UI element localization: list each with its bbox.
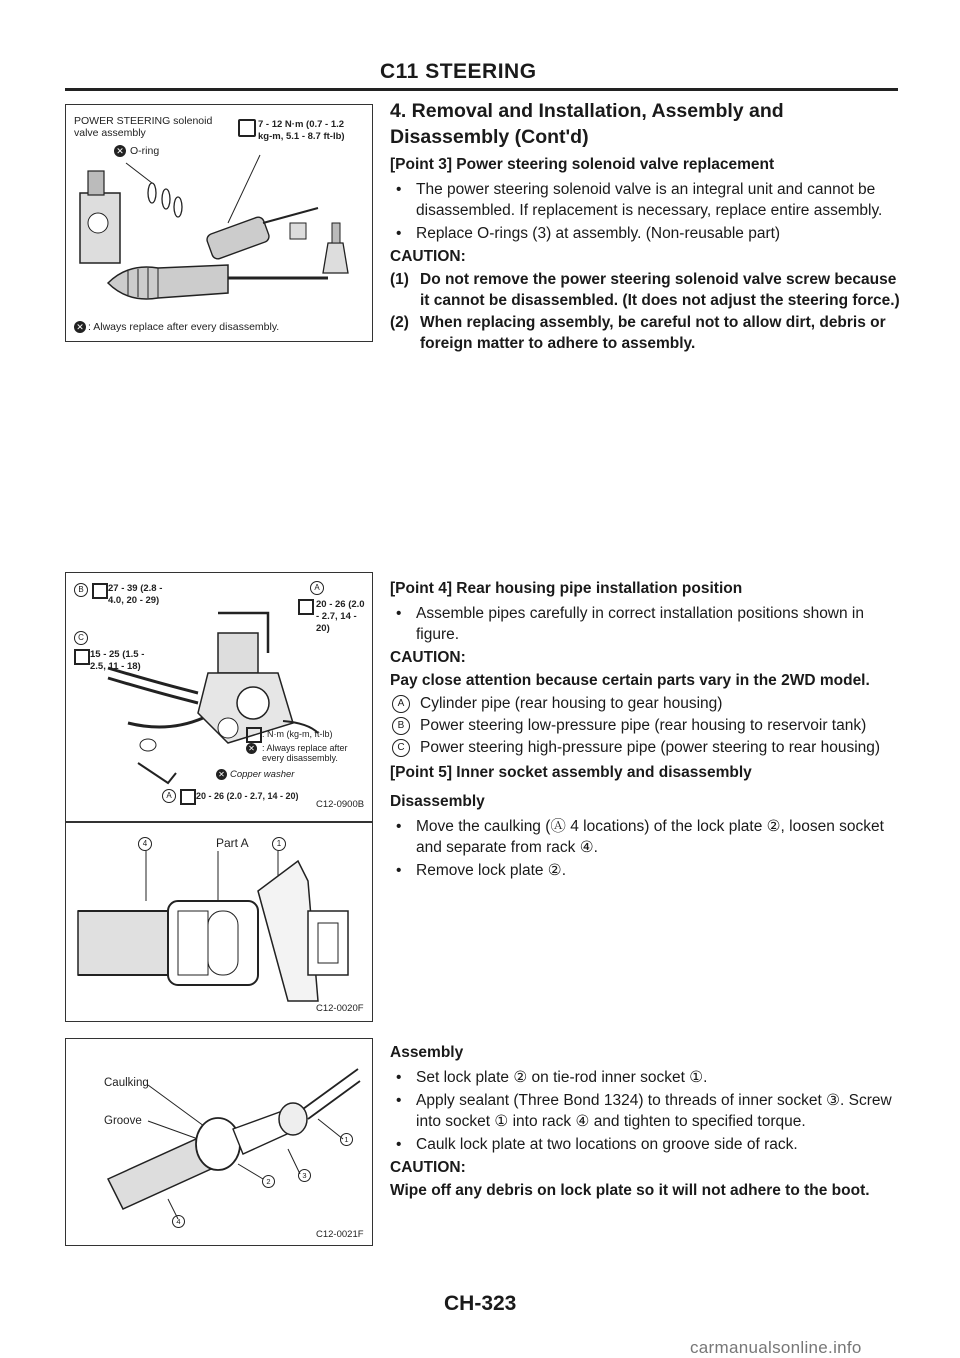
header-rule bbox=[65, 88, 898, 91]
caution-text: When replacing assembly, be careful not to allow dirt, debris or foreign matter to adhere to assembly. bbox=[420, 314, 886, 352]
point4-caution-label: CAUTION: bbox=[390, 649, 466, 666]
point3-bullet: • The power steering solenoid valve is an integral unit and cannot be disassembled. If replacement is necessary, replace entire assembly. bbox=[390, 179, 902, 221]
disassembly-bullet: • Move the caulking (Ⓐ 4 locations) of the lock plate ②, loosen socket and separate from rack ④. bbox=[390, 816, 902, 858]
pipe-item-text: Cylinder pipe (rear housing to gear housing) bbox=[420, 695, 723, 712]
point3-caution-item bbox=[390, 312, 902, 354]
fig2-legend-unit: : N·m (kg-m, ft-lb) bbox=[262, 729, 333, 739]
caution-text: Do not remove the power steering solenoid valve screw because it cannot be disassembled. (It does not adjust the steering force.) bbox=[420, 271, 900, 309]
point4-caution-text: Pay close attention because certain parts vary in the 2WD model. bbox=[390, 672, 870, 689]
assembly-caution-text: Wipe off any debris on lock plate so it will not adhere to the boot. bbox=[390, 1182, 870, 1199]
fig1-torque-label: 7 - 12 N·m (0.7 - 1.2 kg-m, 5.1 - 8.7 ft-lb) bbox=[258, 119, 345, 142]
fig3-part-a-label: Part A bbox=[216, 836, 249, 850]
point3-section bbox=[390, 98, 902, 355]
assembly-caution-label: CAUTION: bbox=[390, 1159, 466, 1176]
replace-symbol-icon: ✕ bbox=[216, 769, 227, 780]
rear-housing-drawing bbox=[68, 593, 368, 793]
fig1-oring-label: O-ring bbox=[130, 145, 160, 157]
fig4-groove-label: Groove bbox=[104, 1115, 142, 1127]
fig4-caulking-label: Caulking bbox=[104, 1077, 149, 1089]
point3-bullet: • Replace O-rings (3) at assembly. (Non-reusable part) bbox=[390, 223, 902, 244]
fig2-torque-c: 15 - 25 (1.5 - 2.5, 11 - 18) bbox=[90, 649, 145, 672]
page-header-title: C11 STEERING bbox=[380, 60, 537, 83]
replace-symbol-icon: ✕ bbox=[74, 321, 86, 333]
fig1-valve-label: POWER STEERING solenoid valve assembly bbox=[74, 115, 213, 139]
figure-rear-housing-pipes bbox=[65, 572, 373, 822]
caution-number: (2) bbox=[390, 314, 409, 331]
fig2-code: C12-0900B bbox=[316, 799, 365, 810]
pipe-item-text: Power steering high-pressure pipe (power steering to rear housing) bbox=[420, 739, 881, 756]
section-title: 4. Removal and Installation, Assembly and Disassembly (Cont'd) bbox=[390, 100, 784, 148]
fig2-copper-label: Copper washer bbox=[230, 769, 295, 780]
item-1-circle: 1 bbox=[272, 837, 286, 851]
page-number: CH-323 bbox=[444, 1292, 517, 1315]
mark-a-circle: A bbox=[392, 695, 410, 713]
disassembly-bullet: • Remove lock plate ②. bbox=[390, 860, 902, 881]
fig3-code: C12-0020F bbox=[316, 1003, 364, 1014]
pipe-item-c bbox=[390, 737, 902, 758]
torque-wrench-icon bbox=[180, 789, 196, 805]
point4-section bbox=[390, 576, 902, 883]
item-3-circle: 3 bbox=[298, 1169, 311, 1182]
assembly-bullet: • Caulk lock plate at two locations on groove side of rack. bbox=[390, 1134, 902, 1155]
point3-caution-label: CAUTION: bbox=[390, 248, 466, 265]
pipe-item-text: Power steering low-pressure pipe (rear housing to reservoir tank) bbox=[420, 717, 867, 734]
point5-heading: [Point 5] Inner socket assembly and disassembly bbox=[390, 764, 752, 781]
item-2-circle: 2 bbox=[262, 1175, 275, 1188]
assembly-title: Assembly bbox=[390, 1044, 464, 1061]
torque-wrench-icon bbox=[246, 727, 262, 743]
mark-b-circle: B bbox=[392, 717, 410, 735]
figure-solenoid-valve bbox=[65, 104, 373, 342]
fig2-torque-b: 27 - 39 (2.8 - 4.0, 20 - 29) bbox=[108, 583, 163, 606]
item-1-circle: 1 bbox=[340, 1133, 353, 1146]
assembly-section bbox=[390, 1040, 902, 1203]
fig2-torque-a-bottom: 20 - 26 (2.0 - 2.7, 14 - 20) bbox=[196, 791, 299, 801]
torque-wrench-icon bbox=[238, 119, 256, 137]
mark-a-circle: A bbox=[162, 789, 176, 803]
fig4-code: C12-0021F bbox=[316, 1229, 364, 1240]
point3-heading: [Point 3] Power steering solenoid valve replacement bbox=[390, 156, 775, 173]
fig2-torque-a-top: 20 - 26 (2.0 - 2.7, 14 - 20) bbox=[316, 599, 365, 634]
assembly-bullet: • Apply sealant (Three Bond 1324) to threads of inner socket ③. Screw into socket ① into rack ④ and tighten to specified torque. bbox=[390, 1090, 902, 1132]
pipe-item-b bbox=[390, 715, 902, 736]
point4-heading: [Point 4] Rear housing pipe installation position bbox=[390, 580, 743, 597]
figure-inner-socket bbox=[65, 822, 373, 1022]
item-4-circle: 4 bbox=[138, 837, 152, 851]
pipe-item-a bbox=[390, 693, 902, 714]
assembly-bullet: • Set lock plate ② on tie-rod inner socket ①. bbox=[390, 1067, 902, 1088]
figure-caulking bbox=[65, 1038, 373, 1246]
solenoid-valve-drawing bbox=[68, 153, 368, 313]
mark-a-circle: A bbox=[310, 581, 324, 595]
fig2-legend-replace: : Always replace after every disassembly. bbox=[262, 743, 348, 763]
replace-symbol-icon: ✕ bbox=[246, 743, 257, 754]
replace-symbol-icon: ✕ bbox=[114, 145, 126, 157]
mark-b-circle: B bbox=[74, 583, 88, 597]
item-4-circle: 4 bbox=[172, 1215, 185, 1228]
inner-socket-drawing bbox=[68, 851, 368, 1011]
watermark-text: carmanualsonline.info bbox=[690, 1338, 862, 1357]
mark-c-circle: C bbox=[392, 739, 410, 757]
disassembly-title: Disassembly bbox=[390, 793, 485, 810]
caution-number: (1) bbox=[390, 271, 409, 288]
mark-c-circle: C bbox=[74, 631, 88, 645]
point3-caution-item bbox=[390, 269, 902, 311]
fig1-note: : Always replace after every disassembly. bbox=[88, 321, 280, 333]
point4-bullet: • Assemble pipes carefully in correct installation positions shown in figure. bbox=[390, 603, 902, 645]
caulking-drawing bbox=[68, 1049, 368, 1239]
